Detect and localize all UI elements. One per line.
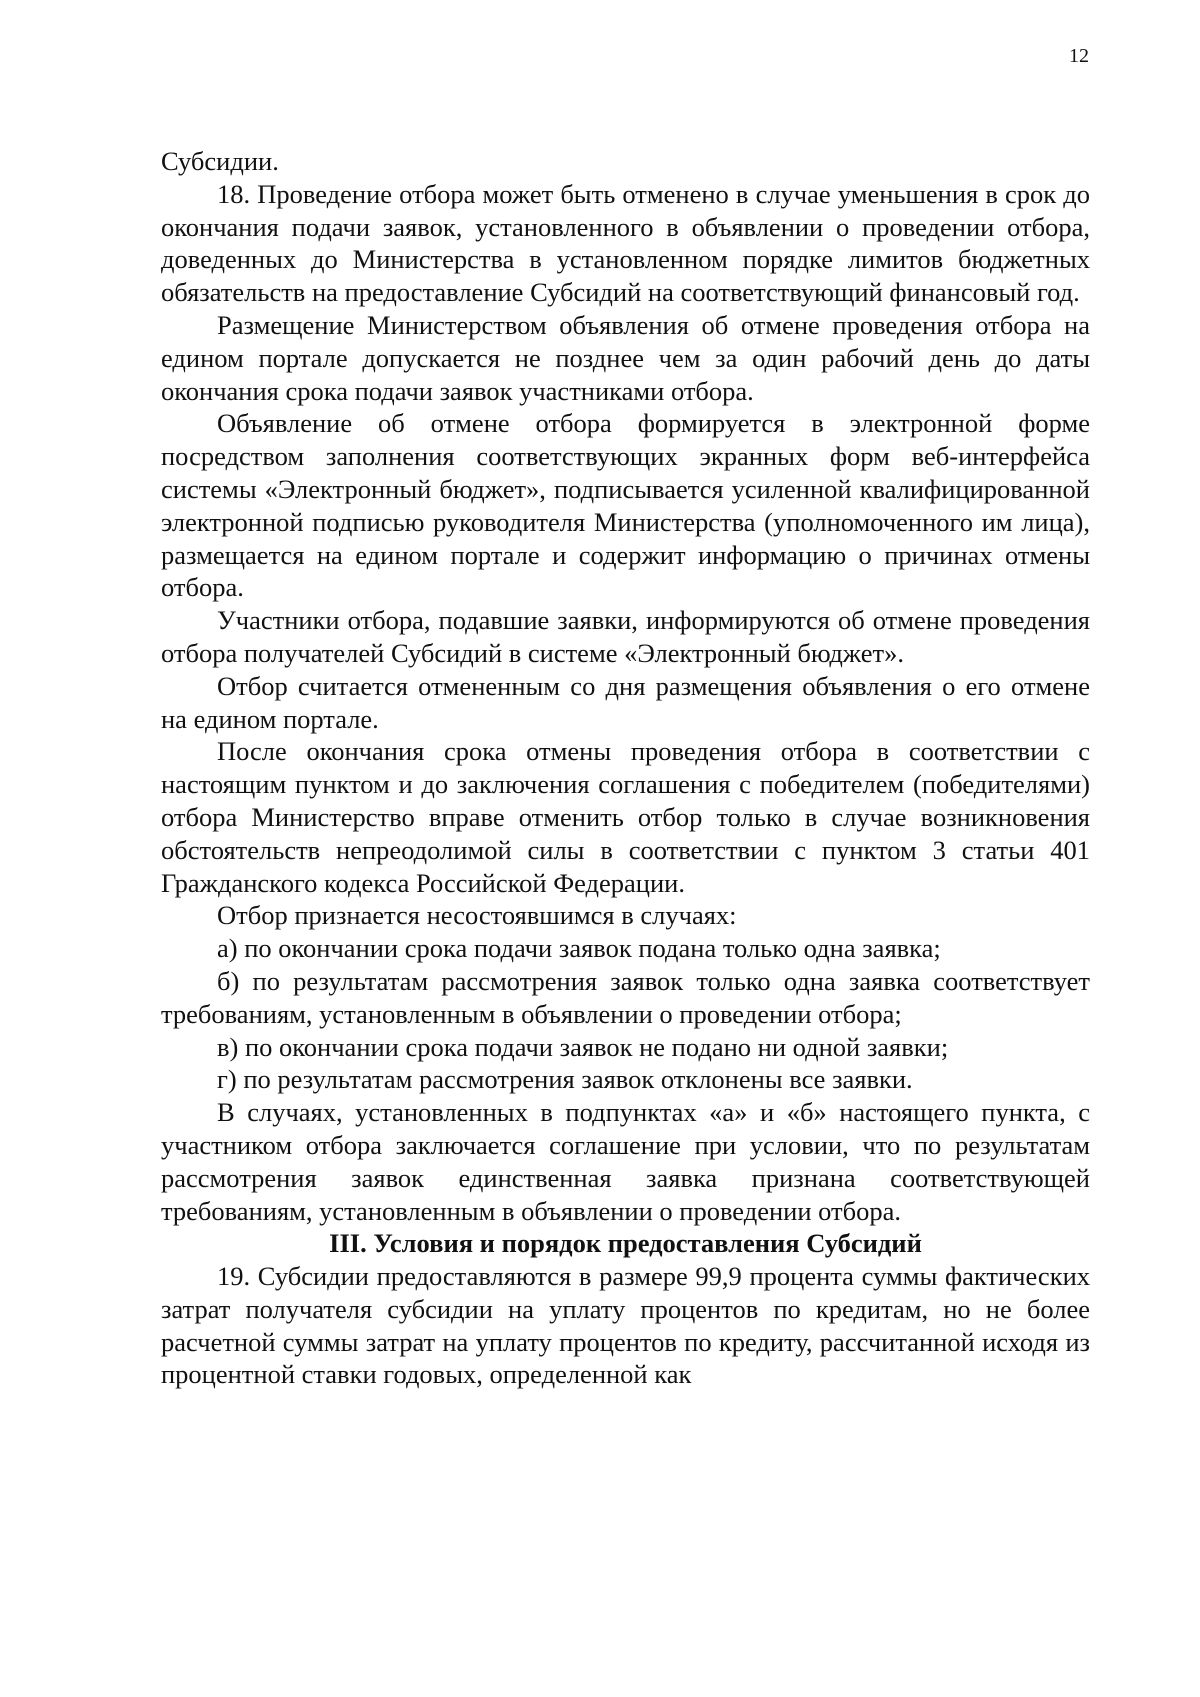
paragraph: Участники отбора, подавшие заявки, информируются об отмене проведения отбора получателей Субсидий в системе «Электронный бюджет». (161, 605, 1090, 668)
paragraph: Отбор признается несостоявшимся в случаях: (217, 900, 737, 931)
list-item: г) по результатам рассмотрения заявок отклонены все заявки. (217, 1064, 913, 1095)
list-item: в) по окончании срока подачи заявок не подано ни одной заявки; (217, 1031, 949, 1062)
section-heading: III. Условия и порядок предоставления Субсидий (329, 1228, 922, 1259)
paragraph: Отбор считается отмененным со дня размещения объявления о его отмене на едином портале. (161, 670, 1090, 734)
paragraph: Размещение Министерством объявления об отмене проведения отбора на едином портале допускается не позднее чем за один рабочий день до даты окончания срока подачи заявок участниками отбора. (161, 309, 1090, 406)
paragraph: 19. Субсидии предоставляются в размере 99,9 процента суммы фактических затрат получателя субсидии на уплату процентов по кредитам, но не более расчетной суммы затрат на уплату процентов по кредиту, рассчитанной исходя из процентной ставки годовых, определенной как (161, 1261, 1090, 1390)
paragraph: 18. Проведение отбора может быть отменено в случае уменьшения в срок до окончания подачи заявок, установленного в объявлении о проведении отбора, доведенных до Министерства в установленном порядке лимитов бюджетных обязательств на предоставление Субсидий на соответствующий финансовый год. (161, 178, 1090, 308)
paragraph: В случаях, установленных в подпунктах «а» и «б» настоящего пункта, с участником отбора заключается соглашение при условии, что по результатам рассмотрения заявок единственная заявка признана соответствующей требованиям, установленным в объявлении о проведении отбора. (161, 1097, 1090, 1226)
page-number: 12 (1069, 45, 1089, 67)
list-item: а) по окончании срока подачи заявок подана только одна заявка; (217, 933, 941, 964)
document-body (161, 145, 1090, 1391)
paragraph: Объявление об отмене отбора формируется в электронной форме посредством заполнения соответствующих экранных форм веб-интерфейса системы «Электронный бюджет», подписывается усиленной квалифицированной электронной подписью руководителя Министерства (уполномоченного им лица), размещается на едином портале и содержит информацию о причинах отмены отбора. (161, 408, 1090, 603)
paragraph: После окончания срока отмены проведения отбора в соответствии с настоящим пунктом и до заключения соглашения с победителем (победителями) отбора Министерство вправе отменить отбор только в случае возникновения обстоятельств непреодолимой силы в соответствии с пунктом 3 статьи 401 Гражданского кодекса Российской Федерации. (161, 736, 1090, 898)
list-item: б) по результатам рассмотрения заявок только одна заявка соответствует требованиям, установленным в объявлении о проведении отбора; (161, 965, 1090, 1029)
paragraph: Субсидии. (161, 146, 279, 176)
